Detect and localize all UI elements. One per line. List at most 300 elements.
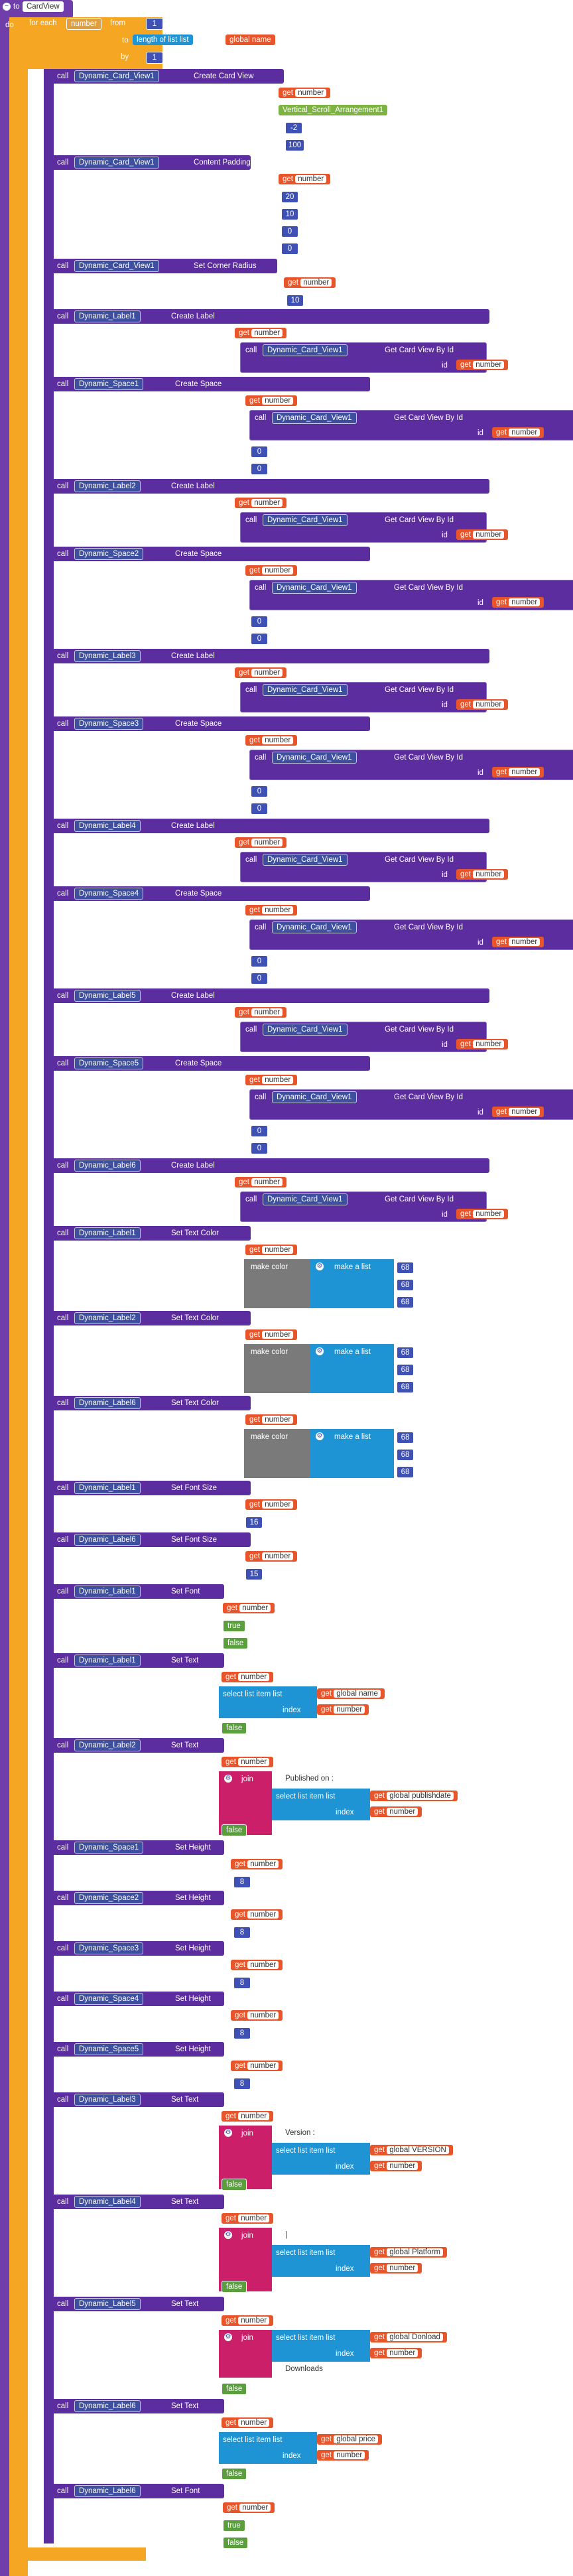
param-label: id bbox=[210, 1605, 216, 1613]
select-list-label: select list item list bbox=[276, 2249, 336, 2257]
var-name[interactable]: number bbox=[262, 1552, 293, 1560]
width-value[interactable]: 0 bbox=[251, 785, 268, 797]
method-label: Create Label bbox=[171, 652, 215, 660]
gear-icon[interactable]: ⚙ bbox=[316, 1262, 323, 1270]
param-label: id bbox=[216, 1911, 222, 1919]
component-dropdown[interactable]: Dynamic_Label4 bbox=[74, 2196, 141, 2208]
get-number[interactable] bbox=[245, 395, 297, 406]
padding-bottom-value[interactable]: 0 bbox=[281, 243, 298, 255]
var-name[interactable]: number bbox=[473, 1210, 504, 1218]
component-dropdown[interactable]: Dynamic_Label6 bbox=[74, 2485, 141, 2497]
green-value[interactable]: 68 bbox=[397, 1449, 414, 1461]
component-dropdown[interactable]: Dynamic_Label1 bbox=[74, 310, 141, 322]
version-string[interactable]: Version : bbox=[281, 2128, 319, 2138]
var-name[interactable]: number bbox=[509, 938, 540, 946]
var-name[interactable]: number bbox=[247, 1911, 279, 1919]
method-label: Set Text bbox=[171, 2096, 199, 2104]
var-name[interactable]: number bbox=[334, 2451, 365, 2459]
get-label: get bbox=[249, 906, 260, 914]
method-label: Create Space bbox=[175, 720, 222, 728]
get-label: get bbox=[239, 839, 249, 847]
collapse-icon[interactable]: − bbox=[3, 3, 11, 11]
get-number[interactable] bbox=[456, 360, 508, 370]
method-label: Get Card View By Id bbox=[385, 856, 454, 864]
var-name[interactable]: number bbox=[251, 329, 283, 337]
width-value[interactable]: 0 bbox=[251, 955, 268, 967]
component-dropdown[interactable]: Dynamic_Label2 bbox=[74, 1739, 141, 1751]
var-name[interactable]: number bbox=[251, 1008, 283, 1016]
call-label: call bbox=[255, 584, 267, 592]
width-value[interactable]: 0 bbox=[251, 446, 268, 458]
param-label: height bbox=[211, 1144, 232, 1152]
get-number[interactable] bbox=[235, 1177, 286, 1187]
component-dropdown[interactable]: Dynamic_Space5 bbox=[74, 1057, 143, 1069]
get-number[interactable] bbox=[492, 1107, 544, 1117]
component-dropdown[interactable]: Dynamic_Card_View1 bbox=[272, 1091, 357, 1103]
get-number[interactable] bbox=[492, 767, 544, 778]
component-dropdown[interactable]: Dynamic_Space1 bbox=[74, 378, 143, 390]
component-dropdown[interactable]: Dynamic_Card_View1 bbox=[263, 1024, 348, 1036]
var-name[interactable]: global VERSION bbox=[387, 2146, 449, 2154]
height-value[interactable]: 8 bbox=[233, 1927, 251, 1938]
width-value[interactable]: 0 bbox=[251, 616, 268, 628]
index-label: index bbox=[283, 1706, 301, 1714]
from-value[interactable]: 1 bbox=[146, 18, 163, 30]
get-label: get bbox=[496, 429, 507, 437]
get-label: get bbox=[249, 397, 260, 405]
get-number[interactable] bbox=[492, 937, 544, 947]
padding-top-value[interactable]: 10 bbox=[281, 208, 298, 220]
component-dropdown[interactable]: Dynamic_Space2 bbox=[74, 1892, 143, 1904]
html-toggle[interactable]: false bbox=[222, 1722, 247, 1734]
get-number[interactable] bbox=[235, 1007, 286, 1018]
get-number[interactable] bbox=[231, 1909, 283, 1920]
get-label: get bbox=[288, 279, 298, 287]
get-label: get bbox=[374, 2146, 385, 2154]
get-number[interactable] bbox=[456, 529, 508, 540]
get-number[interactable] bbox=[222, 2213, 273, 2224]
var-name[interactable]: number bbox=[239, 2504, 271, 2512]
param-label: size bbox=[225, 1570, 239, 1578]
get-number[interactable] bbox=[456, 869, 508, 880]
separator-string[interactable]: | bbox=[281, 2230, 291, 2240]
component-dropdown[interactable]: Dynamic_Label5 bbox=[74, 990, 141, 1002]
component-dropdown[interactable]: Dynamic_Label6 bbox=[74, 1534, 141, 1546]
param-label: color bbox=[211, 1349, 227, 1357]
param-label: id bbox=[219, 500, 225, 508]
get-number[interactable] bbox=[456, 1039, 508, 1050]
width-value[interactable]: -2 bbox=[285, 122, 302, 134]
param-label: html bbox=[198, 2181, 212, 2189]
get-label: get bbox=[249, 1416, 260, 1424]
get-number[interactable] bbox=[235, 498, 286, 508]
var-name[interactable]: number bbox=[262, 1076, 293, 1084]
get-global-platform[interactable] bbox=[370, 2247, 447, 2258]
var-name[interactable]: number bbox=[473, 361, 504, 369]
get-global-publishdate[interactable] bbox=[370, 1791, 458, 1801]
height-value[interactable]: 0 bbox=[251, 803, 268, 815]
padding-left-value[interactable]: 20 bbox=[281, 191, 298, 203]
var-name[interactable]: number bbox=[247, 1860, 279, 1868]
component-dropdown[interactable]: Dynamic_Card_View1 bbox=[263, 854, 348, 866]
var-name[interactable]: number bbox=[251, 839, 283, 847]
get-number[interactable] bbox=[231, 1960, 283, 1970]
get-label: get bbox=[321, 1690, 332, 1698]
html-toggle[interactable]: false bbox=[222, 2179, 247, 2191]
html-toggle[interactable]: false bbox=[222, 2468, 247, 2480]
var-name[interactable]: number bbox=[238, 1758, 269, 1766]
var-name[interactable]: global publishdate bbox=[387, 1792, 454, 1800]
var-name[interactable]: number bbox=[295, 175, 326, 183]
green-value[interactable]: 68 bbox=[397, 1364, 414, 1376]
param-label: width bbox=[248, 124, 266, 132]
call-label: call bbox=[245, 686, 257, 694]
blue-value[interactable]: 68 bbox=[397, 1381, 414, 1393]
get-number[interactable] bbox=[245, 1075, 297, 1085]
var-name[interactable]: number bbox=[300, 279, 332, 287]
get-label: get bbox=[235, 1961, 245, 1969]
method-label: Create Label bbox=[171, 1162, 215, 1170]
by-value[interactable]: 1 bbox=[146, 52, 163, 64]
index-label: index bbox=[336, 2350, 354, 2358]
component-dropdown[interactable]: Dynamic_Card_View1 bbox=[263, 1193, 348, 1205]
get-number[interactable] bbox=[222, 2111, 273, 2122]
method-label: Set Font bbox=[171, 1588, 200, 1595]
var-name[interactable]: number bbox=[262, 1331, 293, 1339]
get-number[interactable] bbox=[222, 1757, 273, 1767]
param-label: height bbox=[211, 635, 232, 643]
length-of-list-block[interactable]: length of list list bbox=[133, 34, 193, 45]
get-label: get bbox=[496, 598, 507, 606]
get-number[interactable] bbox=[245, 1329, 297, 1340]
var-name[interactable]: number bbox=[387, 1808, 418, 1816]
param-label: id bbox=[478, 599, 483, 607]
get-number[interactable] bbox=[370, 2161, 422, 2171]
get-number[interactable] bbox=[279, 174, 330, 184]
height-value[interactable]: 0 bbox=[251, 973, 268, 984]
component-dropdown[interactable]: Dynamic_Card_View1 bbox=[74, 70, 159, 82]
get-number[interactable] bbox=[231, 2010, 283, 2021]
gear-icon[interactable]: ⚙ bbox=[225, 1775, 231, 1782]
var-name[interactable]: number bbox=[334, 1706, 365, 1714]
get-number[interactable] bbox=[317, 2450, 369, 2461]
html-toggle[interactable]: false bbox=[222, 2383, 247, 2395]
var-name[interactable]: number bbox=[251, 669, 283, 677]
call-label: call bbox=[57, 380, 69, 388]
get-label: get bbox=[374, 2349, 385, 2357]
get-label: get bbox=[235, 2011, 245, 2019]
get-number[interactable] bbox=[284, 277, 336, 288]
get-number[interactable] bbox=[235, 667, 286, 678]
get-global-price[interactable] bbox=[317, 2434, 382, 2445]
italic-toggle[interactable]: false bbox=[223, 2537, 248, 2549]
height-value[interactable]: 8 bbox=[233, 1977, 251, 1989]
call-label: call bbox=[57, 482, 69, 490]
height-value[interactable]: 100 bbox=[285, 139, 304, 151]
var-name[interactable]: number bbox=[473, 531, 504, 539]
italic-toggle[interactable]: false bbox=[223, 1637, 248, 1649]
get-number[interactable] bbox=[222, 2315, 273, 2326]
call-label: call bbox=[57, 1741, 69, 1749]
var-name[interactable]: global price bbox=[334, 2435, 378, 2443]
var-name[interactable]: number bbox=[509, 598, 540, 606]
get-label: get bbox=[235, 1860, 245, 1868]
gear-icon[interactable]: ⚙ bbox=[225, 2333, 231, 2340]
height-value[interactable]: 8 bbox=[233, 2027, 251, 2039]
get-number[interactable] bbox=[245, 1245, 297, 1255]
get-number[interactable] bbox=[492, 427, 544, 438]
var-name[interactable]: number bbox=[509, 1108, 540, 1116]
get-number[interactable] bbox=[370, 1806, 422, 1817]
method-label: Set Font Size bbox=[171, 1536, 218, 1544]
component-dropdown[interactable]: Dynamic_Card_View1 bbox=[263, 514, 348, 526]
get-number[interactable] bbox=[370, 2263, 422, 2273]
call-label: call bbox=[57, 2300, 69, 2308]
component-dropdown[interactable]: Dynamic_Space1 bbox=[74, 1842, 143, 1854]
downloads-string[interactable]: Downloads bbox=[281, 2364, 327, 2374]
component-dropdown[interactable]: Dynamic_Space2 bbox=[74, 548, 143, 560]
join-label: join bbox=[241, 2130, 253, 2137]
method-label: Set Text bbox=[171, 1741, 199, 1749]
method-label: Content Padding bbox=[194, 159, 251, 167]
font-size-value[interactable]: 15 bbox=[245, 1568, 263, 1580]
component-dropdown[interactable]: Dynamic_Label5 bbox=[74, 2298, 141, 2310]
param-label: id bbox=[207, 2215, 213, 2223]
method-label: Set Height bbox=[175, 1894, 211, 1902]
get-label: get bbox=[321, 1706, 332, 1714]
param-label: id bbox=[442, 701, 448, 709]
var-name[interactable]: number bbox=[262, 1246, 293, 1254]
green-value[interactable]: 68 bbox=[397, 1279, 414, 1291]
height-value[interactable]: 8 bbox=[233, 1876, 251, 1888]
blue-value[interactable]: 68 bbox=[397, 1296, 414, 1308]
component-dropdown[interactable]: Dynamic_Label6 bbox=[74, 2400, 141, 2412]
gear-icon[interactable]: ⚙ bbox=[316, 1347, 323, 1355]
method-label: Set Corner Radius bbox=[194, 262, 257, 270]
method-label: Create Space bbox=[175, 380, 222, 388]
var-name[interactable]: number bbox=[247, 1961, 279, 1969]
param-label: id bbox=[207, 1759, 213, 1767]
get-number[interactable] bbox=[223, 1603, 275, 1613]
var-name[interactable]: number bbox=[238, 2214, 269, 2222]
param-label: id bbox=[263, 90, 269, 98]
param-label: height bbox=[245, 141, 267, 149]
component-dropdown[interactable]: Dynamic_Card_View1 bbox=[272, 582, 357, 594]
param-label: id bbox=[219, 1009, 225, 1017]
var-name[interactable]: number bbox=[262, 567, 293, 575]
method-label: Set Height bbox=[175, 1844, 211, 1852]
component-dropdown[interactable]: Dynamic_Card_View1 bbox=[272, 921, 357, 933]
var-name[interactable]: number bbox=[509, 768, 540, 776]
component-dropdown[interactable]: Dynamic_Card_View1 bbox=[263, 684, 348, 696]
component-dropdown[interactable]: Dynamic_Label1 bbox=[74, 1655, 141, 1666]
param-label: text bbox=[202, 2130, 214, 2138]
make-list-label: make a list bbox=[334, 1348, 371, 1356]
var-name[interactable]: number bbox=[473, 1040, 504, 1048]
var-name[interactable]: number bbox=[295, 89, 326, 97]
method-label: Create Space bbox=[175, 1059, 222, 1067]
var-name[interactable]: number bbox=[251, 499, 283, 507]
component-dropdown[interactable]: Dynamic_Space3 bbox=[74, 718, 143, 730]
var-name[interactable]: global Donload bbox=[387, 2333, 443, 2341]
get-number[interactable] bbox=[245, 1551, 297, 1562]
get-global-name[interactable]: global name bbox=[225, 34, 275, 45]
var-name[interactable]: number bbox=[247, 2062, 279, 2070]
param-label: arrangement bbox=[218, 107, 261, 115]
component-dropdown[interactable]: Dynamic_Card_View1 bbox=[74, 260, 159, 272]
method-label: Set Text bbox=[171, 2300, 199, 2308]
red-value[interactable]: 68 bbox=[397, 1432, 414, 1444]
param-label: id bbox=[219, 330, 225, 338]
get-number[interactable] bbox=[245, 735, 297, 746]
get-global-name[interactable] bbox=[317, 1688, 385, 1699]
param-label: id bbox=[219, 1179, 225, 1187]
var-name[interactable]: global name bbox=[334, 1690, 381, 1698]
get-global-download[interactable] bbox=[370, 2332, 447, 2342]
param-label: id bbox=[478, 429, 483, 437]
component-dropdown[interactable]: Dynamic_Card_View1 bbox=[74, 157, 159, 169]
make-color-label: make color bbox=[251, 1348, 288, 1356]
html-toggle[interactable]: false bbox=[222, 2281, 247, 2293]
gear-icon[interactable]: ⚙ bbox=[316, 1432, 323, 1440]
call-label: call bbox=[57, 1229, 69, 1237]
var-name[interactable]: number bbox=[387, 2162, 418, 2170]
get-number[interactable] bbox=[279, 88, 330, 98]
var-name[interactable]: number bbox=[387, 2349, 418, 2357]
blue-value[interactable]: 68 bbox=[397, 1466, 414, 1478]
method-label: Create Label bbox=[171, 822, 215, 830]
call-label: call bbox=[57, 1894, 69, 1902]
gear-icon[interactable]: ⚙ bbox=[225, 2129, 231, 2136]
method-label: Get Card View By Id bbox=[385, 1026, 454, 1034]
var-name[interactable]: number bbox=[238, 2112, 269, 2120]
var-name[interactable]: number bbox=[238, 2419, 269, 2427]
var-name[interactable]: number bbox=[473, 701, 504, 709]
height-value[interactable]: 8 bbox=[233, 2078, 251, 2090]
method-label: Get Card View By Id bbox=[394, 754, 463, 762]
get-number[interactable] bbox=[245, 905, 297, 915]
param-label: arrangement bbox=[180, 1196, 224, 1204]
get-number[interactable] bbox=[317, 1704, 369, 1715]
method-label: Set Text bbox=[171, 1657, 199, 1664]
component-dropdown[interactable]: Dynamic_Label2 bbox=[74, 1312, 141, 1324]
get-number[interactable] bbox=[222, 2417, 273, 2428]
method-label: Create Space bbox=[175, 890, 222, 898]
height-value[interactable]: 0 bbox=[251, 1142, 268, 1154]
param-label: id bbox=[210, 2504, 216, 2512]
param-label: arrangement bbox=[192, 754, 236, 762]
component-dropdown[interactable]: Dynamic_Space3 bbox=[74, 1942, 143, 1954]
component-dropdown[interactable]: Dynamic_Card_View1 bbox=[272, 752, 357, 764]
bold-toggle[interactable]: true bbox=[223, 1620, 245, 1632]
procedure-name-field[interactable]: CardView bbox=[23, 1, 64, 12]
var-name[interactable]: number bbox=[262, 736, 293, 744]
red-value[interactable]: 68 bbox=[397, 1262, 414, 1274]
param-label: id bbox=[442, 531, 448, 539]
get-label: get bbox=[283, 89, 293, 97]
get-number[interactable] bbox=[492, 597, 544, 608]
get-number[interactable] bbox=[245, 1414, 297, 1425]
get-number[interactable] bbox=[456, 1209, 508, 1219]
var-name[interactable]: number bbox=[262, 1501, 293, 1509]
component-dropdown[interactable]: Dynamic_Space5 bbox=[74, 2043, 143, 2055]
get-number[interactable] bbox=[245, 1499, 297, 1510]
get-label: get bbox=[460, 701, 471, 709]
font-size-value[interactable]: 16 bbox=[245, 1517, 263, 1528]
get-number[interactable] bbox=[235, 837, 286, 848]
var-name[interactable]: number bbox=[262, 1416, 293, 1424]
html-toggle[interactable]: false bbox=[222, 1824, 247, 1836]
get-label: get bbox=[460, 361, 471, 369]
bold-toggle[interactable]: true bbox=[223, 2520, 245, 2532]
get-number[interactable] bbox=[235, 328, 286, 338]
get-label: get bbox=[225, 2317, 236, 2325]
red-value[interactable]: 68 bbox=[397, 1347, 414, 1359]
var-name[interactable]: number bbox=[238, 2317, 269, 2325]
var-name[interactable]: number bbox=[251, 1178, 283, 1186]
var-name[interactable]: global Platform bbox=[387, 2248, 443, 2256]
component-dropdown[interactable]: Dynamic_Card_View1 bbox=[263, 344, 348, 356]
height-value[interactable]: 0 bbox=[251, 463, 268, 475]
get-label: get bbox=[249, 1246, 260, 1254]
get-number[interactable] bbox=[223, 2502, 275, 2513]
component-dropdown[interactable]: Dynamic_Label4 bbox=[74, 820, 141, 832]
var-name[interactable]: number bbox=[238, 1673, 269, 1681]
component-dropdown[interactable]: Dynamic_Label6 bbox=[74, 1397, 141, 1409]
var-name[interactable]: number bbox=[509, 429, 540, 437]
statement-rail bbox=[44, 69, 54, 2543]
gear-icon[interactable]: ⚙ bbox=[225, 2231, 231, 2238]
param-label: arrangement bbox=[192, 924, 236, 932]
get-number[interactable] bbox=[231, 2061, 283, 2071]
height-value[interactable]: 0 bbox=[251, 633, 268, 645]
component-dropdown[interactable]: Dynamic_Label1 bbox=[74, 1227, 141, 1239]
var-name[interactable]: number bbox=[473, 870, 504, 878]
component-dropdown[interactable]: Dynamic_Label1 bbox=[74, 1586, 141, 1597]
from-label: from bbox=[110, 19, 125, 27]
component-dropdown[interactable]: Dynamic_Space4 bbox=[74, 1993, 143, 2005]
component-dropdown[interactable]: Dynamic_Label6 bbox=[74, 1160, 141, 1172]
get-number[interactable] bbox=[231, 1859, 283, 1869]
loop-variable[interactable]: number bbox=[66, 18, 101, 30]
var-name[interactable]: number bbox=[387, 2264, 418, 2272]
make-list-label: make a list bbox=[334, 1433, 371, 1441]
padding-right-value[interactable]: 0 bbox=[281, 226, 298, 237]
var-name[interactable]: number bbox=[262, 906, 293, 914]
get-global-version[interactable] bbox=[370, 2145, 453, 2155]
component-dropdown[interactable]: Dynamic_Card_View1 bbox=[272, 412, 357, 424]
var-name[interactable]: number bbox=[262, 397, 293, 405]
get-label: get bbox=[460, 1210, 471, 1218]
component-dropdown[interactable]: Dynamic_Label1 bbox=[74, 1482, 141, 1494]
radius-value[interactable]: 10 bbox=[286, 295, 304, 306]
get-number[interactable] bbox=[222, 1672, 273, 1682]
arrangement-component[interactable]: Vertical_Scroll_Arrangement1 bbox=[279, 105, 387, 115]
get-number[interactable] bbox=[370, 2348, 422, 2358]
width-value[interactable]: 0 bbox=[251, 1125, 268, 1137]
var-name[interactable]: number bbox=[239, 1604, 271, 1612]
component-dropdown[interactable]: Dynamic_Space4 bbox=[74, 888, 143, 900]
component-dropdown[interactable]: Dynamic_Label3 bbox=[74, 2094, 141, 2106]
method-label: Get Card View By Id bbox=[394, 584, 463, 592]
published-on-string[interactable]: Published on : bbox=[281, 1773, 338, 1784]
component-dropdown[interactable]: Dynamic_Label2 bbox=[74, 480, 141, 492]
var-name[interactable]: number bbox=[247, 2011, 279, 2019]
index-label: index bbox=[283, 2452, 301, 2460]
component-dropdown[interactable]: Dynamic_Label3 bbox=[74, 650, 141, 662]
get-number[interactable] bbox=[245, 565, 297, 576]
get-number[interactable] bbox=[456, 699, 508, 710]
